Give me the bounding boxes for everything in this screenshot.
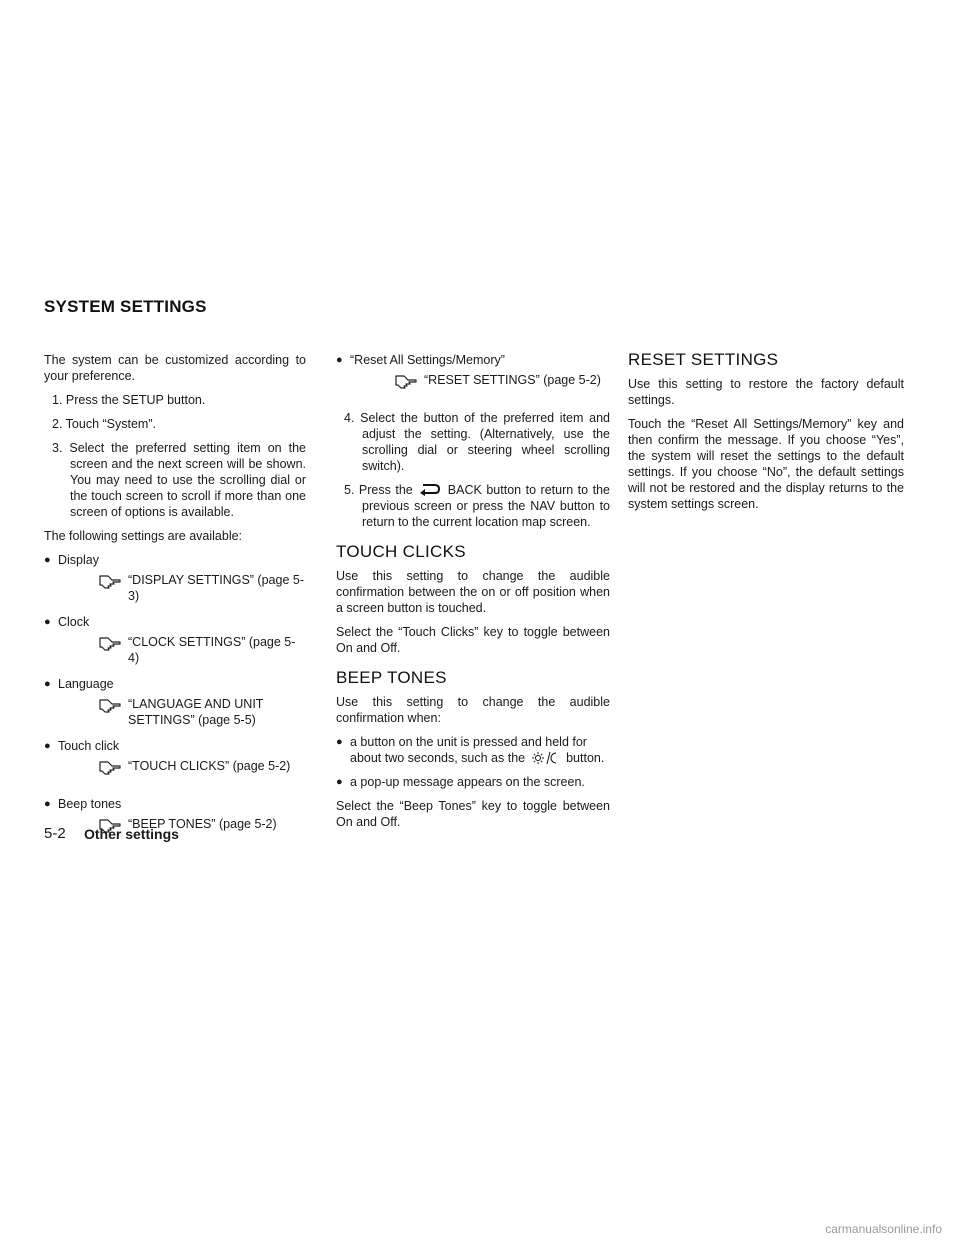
list-item-language: ● Language xyxy=(44,676,306,692)
hand-pointer-icon xyxy=(394,373,418,391)
cross-reference-text: “LANGUAGE AND UNIT SETTINGS” (page 5-5) xyxy=(128,697,264,727)
bullet-text-start: a button on the unit is pressed and held for about two seconds, such as the xyxy=(350,735,587,765)
hand-pointer-icon xyxy=(98,759,122,777)
step-5-end: BACK button to return to the previous screen or press the NAV button to return to the current location map screen. xyxy=(362,483,610,529)
step-5-start: 5. Press the xyxy=(344,483,413,497)
touch-clicks-paragraph-2: Select the “Touch Clicks” key to toggle between On and Off. xyxy=(336,625,610,655)
touch-clicks-heading: TOUCH CLICKS xyxy=(336,542,466,561)
list-item-display: ● Display xyxy=(44,552,306,568)
cross-reference-text: “TOUCH CLICKS” (page 5-2) xyxy=(128,759,291,773)
column-middle xyxy=(336,352,610,838)
cross-reference[interactable] xyxy=(336,372,610,400)
beep-tones-paragraph-1: Use this setting to change the audible confirmation when: xyxy=(336,695,610,725)
cross-reference[interactable] xyxy=(44,758,306,786)
beep-tones-paragraph-2: Select the “Beep Tones” key to toggle between On and Off. xyxy=(336,799,610,829)
step-1: 1. Press the SETUP button. xyxy=(52,393,206,407)
cross-reference[interactable] xyxy=(44,696,306,728)
intro-paragraph: The system can be customized according to your preference. xyxy=(44,353,306,383)
list-item-reset: ● “Reset All Settings/Memory” xyxy=(336,352,610,368)
cross-reference-text: “RESET SETTINGS” (page 5-2) xyxy=(424,373,601,387)
reset-settings-paragraph-1: Use this setting to restore the factory default settings. xyxy=(628,377,904,407)
column-right xyxy=(628,352,904,520)
cross-reference[interactable] xyxy=(44,572,306,604)
hand-pointer-icon xyxy=(98,635,122,653)
list-item xyxy=(336,734,610,766)
step-2: 2. Touch “System”. xyxy=(52,417,156,431)
reset-settings-paragraph-2: Touch the “Reset All Settings/Memory” key and then confirm the message. If you choose “Yes”, the system will reset the settings to the default settings. If you choose “No”, the default settings will not be restored and the display returns to the system settings screen. xyxy=(628,417,904,511)
step-4: 4. Select the button of the preferred item and adjust the setting. (Alternatively, use the scrolling dial or steering wheel scrolling switch). xyxy=(344,411,610,473)
step-3: 3. Select the preferred setting item on the screen and the next screen will be shown. You may need to use the scrolling dial or the touch screen to scroll if more than one screen of options is available. xyxy=(52,441,306,519)
list-item: ● a pop-up message appears on the screen. xyxy=(336,774,610,790)
list-item-clock: ● Clock xyxy=(44,614,306,630)
page-title: SYSTEM SETTINGS xyxy=(44,297,207,316)
section-title: Other settings xyxy=(84,826,179,842)
list-item-touch-click: ● Touch click xyxy=(44,738,306,754)
cross-reference[interactable] xyxy=(44,634,306,666)
column-left xyxy=(44,352,306,854)
hand-pointer-icon xyxy=(98,573,122,591)
cross-reference-text: “DISPLAY SETTINGS” (page 5-3) xyxy=(128,573,304,603)
back-arrow-icon xyxy=(419,483,441,497)
step-5 xyxy=(336,482,610,530)
touch-clicks-paragraph-1: Use this setting to change the audible confirmation between the on or off position when a screen button is touched. xyxy=(336,569,610,615)
beep-tones-heading: BEEP TONES xyxy=(336,668,447,687)
reset-settings-heading: RESET SETTINGS xyxy=(628,350,779,369)
watermark: carmanualsonline.info xyxy=(825,1222,942,1236)
available-settings-text: The following settings are available: xyxy=(44,529,243,543)
cross-reference-text: “CLOCK SETTINGS” (page 5-4) xyxy=(128,635,296,665)
brightness-icon xyxy=(531,751,561,765)
cross-reference-text: “BEEP TONES” (page 5-2) xyxy=(128,817,277,831)
hand-pointer-icon xyxy=(98,697,122,715)
bullet-text-end: button. xyxy=(566,751,605,765)
page-number: 5-2 xyxy=(44,825,66,842)
list-item-beep-tones: ● Beep tones xyxy=(44,796,306,812)
